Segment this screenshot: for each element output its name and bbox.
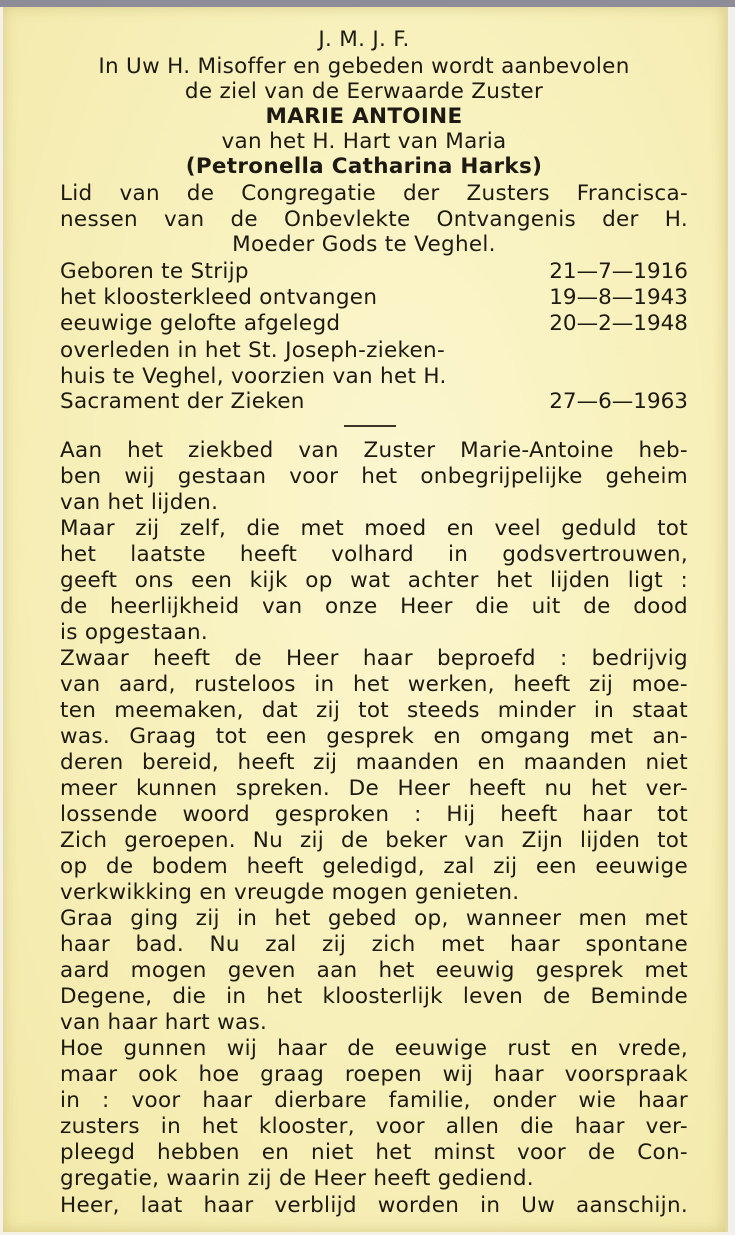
body-line: maar ook hoe graag roepen wij haar voorspraak: [60, 1062, 688, 1087]
event-date: 19—8—1943: [549, 285, 688, 310]
scan-top-border: [0, 0, 735, 7]
body-line: meer kunnen spreken. De Heer heeft nu het ver-: [60, 776, 688, 801]
body-line: het laatste heeft volhard in godsvertrouwen,: [60, 542, 688, 567]
body-line: aard mogen geven aan het eeuwig gesprek met: [60, 958, 688, 983]
body-line: van het lijden.: [60, 490, 219, 515]
body-line: Aan het ziekbed van Zuster Marie-Antoine heb-: [60, 438, 688, 463]
event-label: eeuwige gelofte afgelegd: [60, 311, 341, 336]
event-label: Sacrament der Zieken: [60, 389, 305, 414]
body-line: de heerlijkheid van onze Heer die uit de dood: [60, 594, 688, 619]
body-line: was. Graag tot een gesprek en omgang met an-: [60, 724, 688, 749]
event-label: huis te Veghel, voorzien van het H.: [60, 364, 447, 389]
event-date: 20—2—1948: [549, 311, 688, 336]
congregation-line-1: Lid van de Congregatie der Zusters Francisca-: [60, 181, 688, 206]
congregation-line-2: nessen van de Onbevlekte Ontvangenis der H.: [60, 207, 688, 232]
event-date: 27—6—1963: [549, 389, 688, 414]
event-label: Geboren te Strijp: [60, 259, 249, 284]
body-line: Degene, die in het kloosterlijk leven de Beminde: [60, 984, 688, 1009]
religious-title: van het H. Hart van Maria: [221, 129, 507, 154]
body-line: Zich geroepen. Nu zij de beker van Zijn lijden tot: [60, 828, 688, 853]
body-line: van aard, rusteloos in het werken, heeft zij moe-: [60, 672, 688, 697]
body-line: op de bodem heeft geledigd, zal zij een eeuwige: [60, 854, 688, 879]
event-date: 21—7—1916: [549, 259, 688, 284]
initials: J. M. J. F.: [318, 27, 410, 52]
body-line: Zwaar heeft de Heer haar beproefd : bedrijvig: [60, 646, 688, 671]
intro-line-2: de ziel van de Eerwaarde Zuster: [184, 79, 544, 104]
body-line: Graa ging zij in het gebed op, wanneer men met: [60, 906, 688, 931]
body-line: Heer, laat haar verblijd worden in Uw aanschijn.: [60, 1193, 688, 1218]
body-line: deren bereid, heeft zij maanden en maanden niet: [60, 750, 688, 775]
body-line: zusters in het klooster, voor allen die haar ver-: [60, 1114, 688, 1139]
body-line: in : voor haar dierbare familie, onder wie haar: [60, 1088, 688, 1113]
body-line: gregatie, waarin zij de Heer heeft gediend.: [60, 1166, 534, 1191]
body-line: ten meemaken, dat zij tot steeds minder in staat: [60, 698, 688, 723]
separator-rule: [344, 425, 396, 427]
scan-right-border: [728, 7, 735, 1235]
body-line: Maar zij zelf, die met moed en veel geduld tot: [60, 516, 688, 541]
event-label: het kloosterkleed ontvangen: [60, 285, 378, 310]
body-line: pleegd hebben en niet het minst voor de Con-: [60, 1140, 688, 1165]
religious-name: MARIE ANTOINE: [265, 104, 463, 129]
congregation-line-3: Moeder Gods te Veghel.: [232, 232, 496, 257]
body-line: geeft ons een kijk op wat achter het lijden ligt :: [60, 568, 688, 593]
body-line: haar bad. Nu zal zij zich met haar spontane: [60, 932, 688, 957]
civil-name: (Petronella Catharina Harks): [185, 154, 543, 179]
body-line: van haar hart was.: [60, 1010, 268, 1035]
intro-line-1: In Uw H. Misoffer en gebeden wordt aanbevolen: [98, 54, 630, 79]
body-line: lossende woord gesproken : Hij heeft haar tot: [60, 802, 688, 827]
event-label: overleden in het St. Joseph-zieken-: [60, 338, 446, 363]
body-line: ben wij gestaan voor het onbegrijpelijke geheim: [60, 464, 688, 489]
body-line: verkwikking en vreugde mogen genieten.: [60, 880, 520, 905]
body-line: is opgestaan.: [60, 620, 209, 645]
body-line: Hoe gunnen wij haar de eeuwige rust en vrede,: [60, 1036, 688, 1061]
